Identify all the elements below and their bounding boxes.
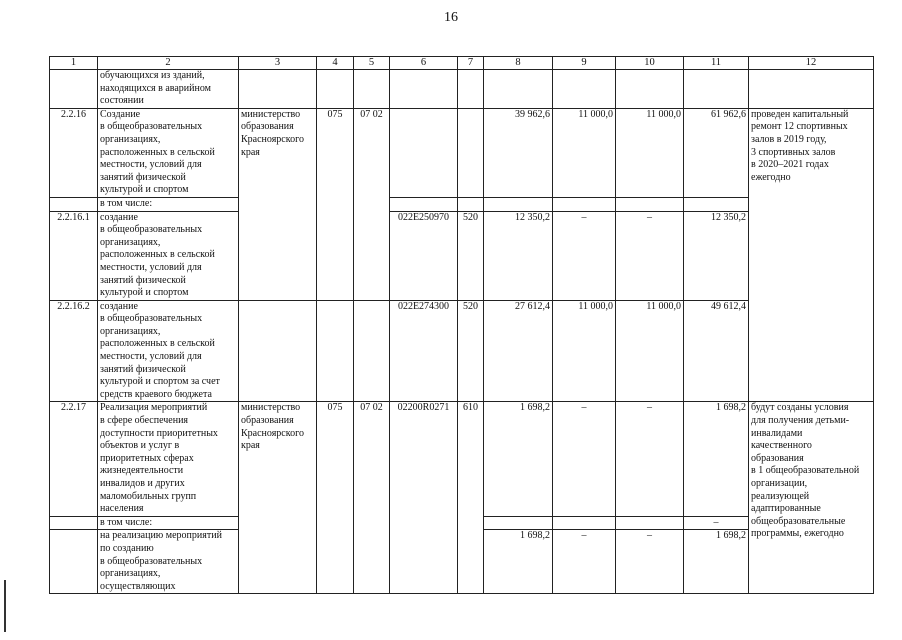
cell-num: 2.2.16 bbox=[50, 108, 98, 197]
cell-c11: 61 962,6 bbox=[684, 108, 749, 197]
cell-org bbox=[239, 70, 317, 109]
header-cell: 8 bbox=[484, 57, 553, 70]
cell-c6: 022Е250970 bbox=[390, 211, 458, 300]
page-number: 16 bbox=[444, 10, 458, 25]
cell-c8 bbox=[484, 70, 553, 109]
cell-c7 bbox=[458, 70, 484, 109]
cell-c5 bbox=[354, 300, 390, 402]
cell-c9: 11 000,0 bbox=[553, 300, 616, 402]
cell-c10 bbox=[616, 70, 684, 109]
cell-num bbox=[50, 516, 98, 530]
cell-num bbox=[50, 197, 98, 211]
cell-c11: 1 698,2 bbox=[684, 530, 749, 594]
cell-name: на реализацию мероприятий по созданию в общеобразовательных организациях, осуществляющих bbox=[98, 530, 239, 594]
cell-c4: 075 bbox=[317, 108, 354, 300]
cell-c4 bbox=[317, 70, 354, 109]
cell-c9: – bbox=[553, 530, 616, 594]
cell-result: проведен капитальный ремонт 12 спортивных залов в 2019 году, 3 спортивных залов в 2020–2021 годах ежегодно bbox=[749, 108, 874, 402]
cell-c10: – bbox=[616, 211, 684, 300]
cell-num: 2.2.16.1 bbox=[50, 211, 98, 300]
cell-num: 2.2.16.2 bbox=[50, 300, 98, 402]
cell-result: будут созданы условия для получения детьми- инвалидами качественного образования в 1 общеобразовательной организации, реализующей адаптированные общеобразовательные программы, ежегодно bbox=[749, 402, 874, 594]
cell-c5: 07 02 bbox=[354, 402, 390, 594]
cell-c11: – bbox=[684, 516, 749, 530]
header-cell: 3 bbox=[239, 57, 317, 70]
cell-c7 bbox=[458, 197, 484, 211]
cell-c8: 1 698,2 bbox=[484, 530, 553, 594]
table-row-2-2-17 bbox=[50, 402, 874, 516]
cell-org: министерство образования Красноярского края bbox=[239, 108, 317, 300]
cell-c8: 12 350,2 bbox=[484, 211, 553, 300]
cell-c9 bbox=[553, 516, 616, 530]
cell-c11: 49 612,4 bbox=[684, 300, 749, 402]
cell-c10: 11 000,0 bbox=[616, 300, 684, 402]
cell-num bbox=[50, 530, 98, 594]
cell-c7: 520 bbox=[458, 211, 484, 300]
header-cell: 10 bbox=[616, 57, 684, 70]
cell-name: в том числе: bbox=[98, 197, 239, 211]
cell-c11: 1 698,2 bbox=[684, 402, 749, 516]
header-cell: 11 bbox=[684, 57, 749, 70]
table-row-continuation bbox=[50, 70, 874, 109]
header-cell: 1 bbox=[50, 57, 98, 70]
cell-name: Создание в общеобразовательных организациях, расположенных в сельской местности, условий для занятий физической культурой и спортом bbox=[98, 108, 239, 197]
cell-name: создание в общеобразовательных организациях, расположенных в сельской местности, условий для занятий физической культурой и спортом за счет средств краевого бюджета bbox=[98, 300, 239, 402]
header-cell: 12 bbox=[749, 57, 874, 70]
cell-c6: 022Е274300 bbox=[390, 300, 458, 402]
cell-c10 bbox=[616, 197, 684, 211]
cell-num bbox=[50, 70, 98, 109]
cell-c7 bbox=[458, 108, 484, 197]
cell-result bbox=[749, 70, 874, 109]
cell-c5 bbox=[354, 70, 390, 109]
cell-name: Реализация мероприятий в сфере обеспечения доступности приоритетных объектов и услуг в приоритетных сферах жизнедеятельности инвалидов и других маломобильных групп населения bbox=[98, 402, 239, 516]
cell-c9 bbox=[553, 197, 616, 211]
program-table bbox=[49, 56, 874, 594]
cell-c4: 075 bbox=[317, 402, 354, 594]
table-row-2-2-16 bbox=[50, 108, 874, 197]
cell-c9: 11 000,0 bbox=[553, 108, 616, 197]
header-cell: 6 bbox=[390, 57, 458, 70]
cell-c6 bbox=[390, 108, 458, 197]
cell-c8 bbox=[484, 197, 553, 211]
cell-c6 bbox=[390, 197, 458, 211]
cell-c10 bbox=[616, 516, 684, 530]
cell-c6: 02200R0271 bbox=[390, 402, 458, 594]
cell-c10: – bbox=[616, 402, 684, 516]
cell-org: министерство образования Красноярского края bbox=[239, 402, 317, 594]
cell-num: 2.2.17 bbox=[50, 402, 98, 516]
cell-c9: – bbox=[553, 211, 616, 300]
header-cell: 4 bbox=[317, 57, 354, 70]
cell-c7: 520 bbox=[458, 300, 484, 402]
cell-c10: – bbox=[616, 530, 684, 594]
cell-c10: 11 000,0 bbox=[616, 108, 684, 197]
cell-c8: 1 698,2 bbox=[484, 402, 553, 516]
header-cell: 9 bbox=[553, 57, 616, 70]
cell-name: создание в общеобразовательных организациях, расположенных в сельской местности, условий для занятий физической культурой и спортом bbox=[98, 211, 239, 300]
header-cell: 7 bbox=[458, 57, 484, 70]
cell-org bbox=[239, 300, 317, 402]
header-row bbox=[50, 57, 874, 70]
cell-c7: 610 bbox=[458, 402, 484, 594]
cell-name: обучающихся из зданий, находящихся в аварийном состоянии bbox=[98, 70, 239, 109]
scan-edge-mark bbox=[4, 580, 6, 632]
cell-c8 bbox=[484, 516, 553, 530]
cell-c8: 27 612,4 bbox=[484, 300, 553, 402]
cell-c11: 12 350,2 bbox=[684, 211, 749, 300]
cell-c6 bbox=[390, 70, 458, 109]
cell-c5: 07 02 bbox=[354, 108, 390, 300]
cell-name: в том числе: bbox=[98, 516, 239, 530]
header-cell: 2 bbox=[98, 57, 239, 70]
cell-c4 bbox=[317, 300, 354, 402]
cell-c9 bbox=[553, 70, 616, 109]
cell-c11 bbox=[684, 197, 749, 211]
header-cell: 5 bbox=[354, 57, 390, 70]
cell-c11 bbox=[684, 70, 749, 109]
cell-c8: 39 962,6 bbox=[484, 108, 553, 197]
cell-c9: – bbox=[553, 402, 616, 516]
